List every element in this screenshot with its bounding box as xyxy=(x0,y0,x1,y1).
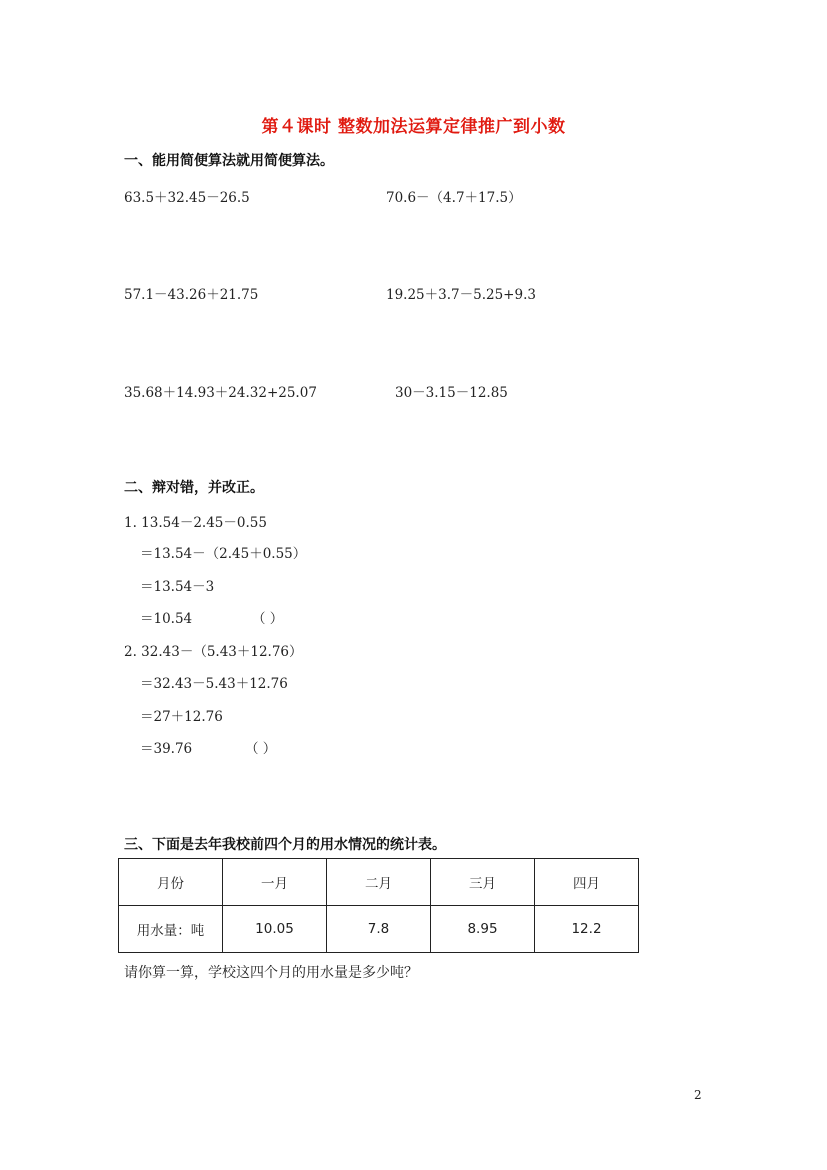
table-header-cell: 一月 xyxy=(223,859,327,906)
page-title: 第４课时 整数加法运算定律推广到小数 xyxy=(261,117,566,137)
problem-5: 35.68＋14.93＋24.32+25.07 xyxy=(124,385,317,401)
water-usage-table xyxy=(118,858,639,953)
item2-judge-bracket: （ ） xyxy=(245,741,277,757)
table-header-cell: 四月 xyxy=(535,859,639,906)
table-cell: 12.2 xyxy=(535,906,639,953)
item1-step-2: ＝13.54－3 xyxy=(140,579,215,595)
table-cell: 8.95 xyxy=(431,906,535,953)
problem-6: 30－3.15－12.85 xyxy=(395,385,508,401)
table-cell: 7.8 xyxy=(327,906,431,953)
problem-2: 70.6－（4.7＋17.5） xyxy=(386,190,522,206)
item2-step-1: ＝32.43－5.43＋12.76 xyxy=(140,676,288,692)
item1-step-3: ＝10.54 xyxy=(140,611,193,627)
section3-heading: 三、下面是去年我校前四个月的用水情况的统计表。 xyxy=(124,837,446,853)
page-number: 2 xyxy=(694,1088,702,1102)
problem-4: 19.25＋3.7－5.25+9.3 xyxy=(386,287,536,303)
table-header-row xyxy=(119,859,639,906)
item2-expression: 2. 32.43－（5.43＋12.76） xyxy=(124,644,303,660)
table-header-cell: 月份 xyxy=(119,859,223,906)
problem-1: 63.5＋32.45－26.5 xyxy=(124,190,250,206)
item1-expression: 1. 13.54－2.45－0.55 xyxy=(124,515,267,531)
item1-judge-bracket: （ ） xyxy=(252,611,284,627)
item1-step-1: ＝13.54－（2.45＋0.55） xyxy=(140,546,307,562)
table-header-cell: 三月 xyxy=(431,859,535,906)
section1-heading: 一、能用简便算法就用简便算法。 xyxy=(124,153,334,169)
section2-heading: 二、辩对错，并改正。 xyxy=(124,480,264,496)
item2-step-2: ＝27＋12.76 xyxy=(140,709,223,725)
table-cell: 10.05 xyxy=(223,906,327,953)
problem-3: 57.1－43.26＋21.75 xyxy=(124,287,259,303)
table-row xyxy=(119,906,639,953)
item2-step-3: ＝39.76 xyxy=(140,741,193,757)
table-cell: 用水量：吨 xyxy=(119,906,223,953)
table-header-cell: 二月 xyxy=(327,859,431,906)
section3-question: 请你算一算，学校这四个月的用水量是多少吨？ xyxy=(124,965,418,981)
